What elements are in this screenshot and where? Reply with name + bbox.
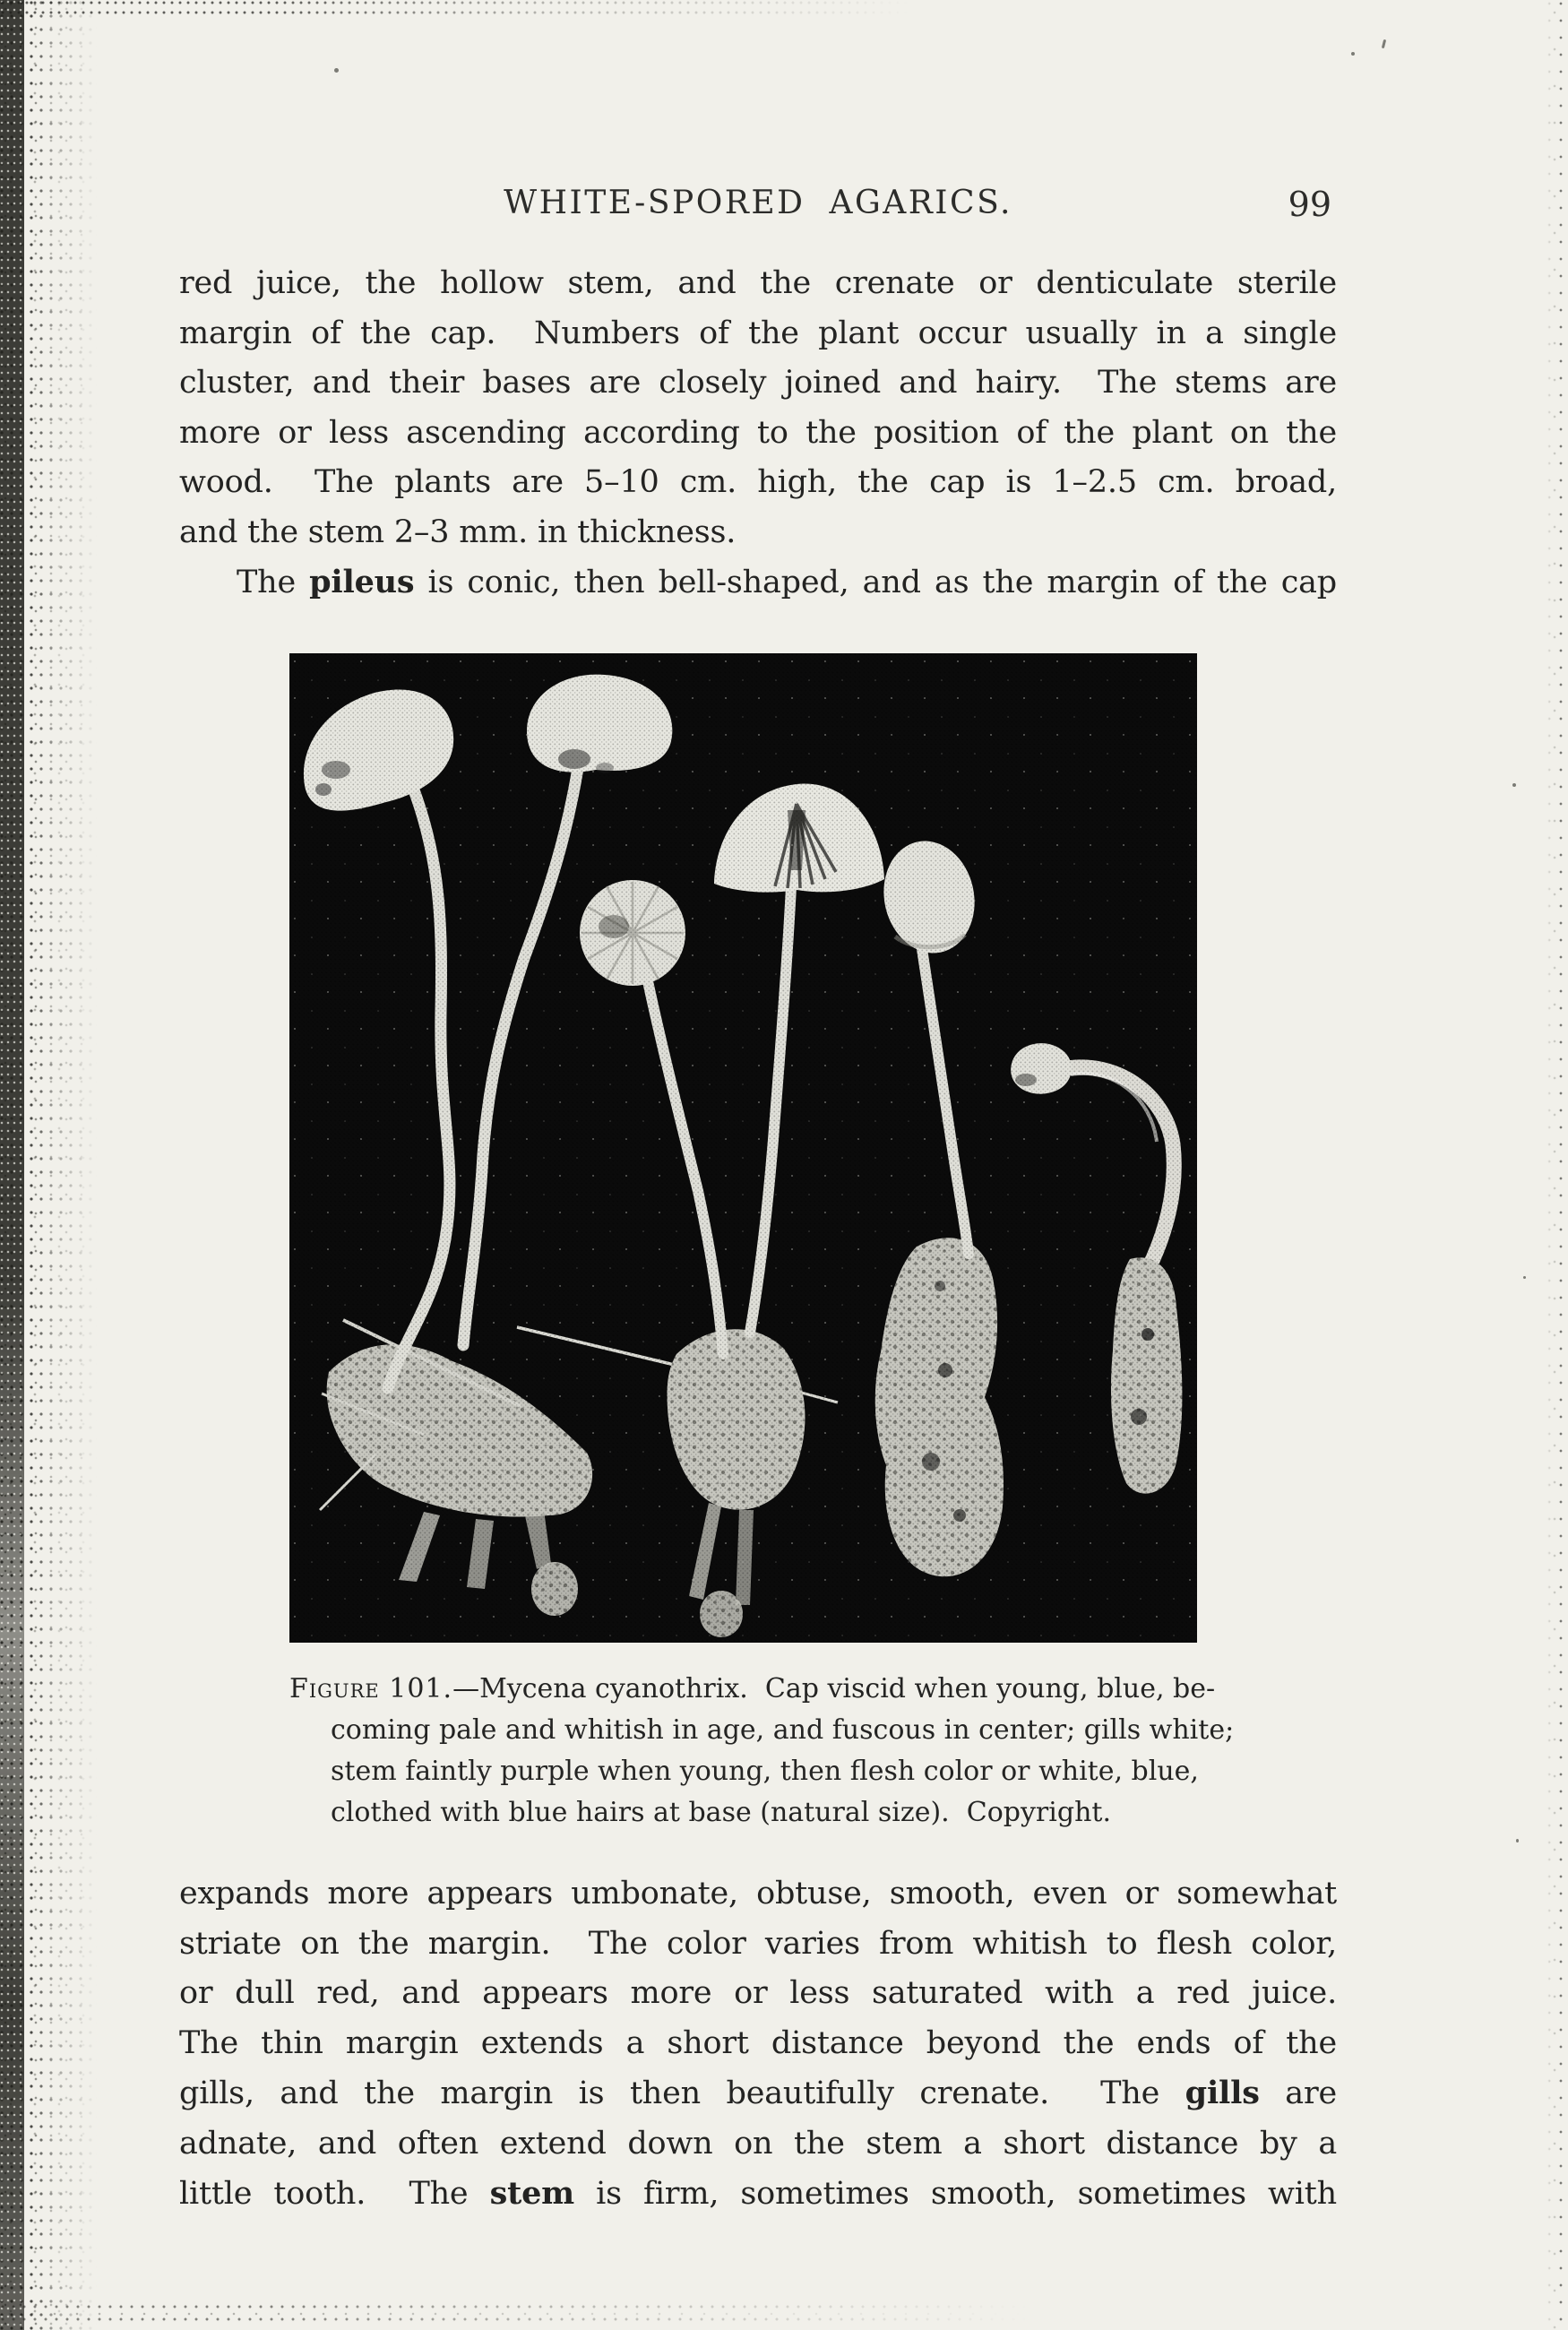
text-line xyxy=(289,1792,1284,1834)
text-line xyxy=(179,1920,1337,1970)
mushroom-cluster-illustration xyxy=(289,653,1197,1643)
scan-noise-right xyxy=(1546,0,1568,2330)
text-segment: The xyxy=(237,565,310,600)
text-segment: is conic, then bell-shaped, and as the margin of the cap xyxy=(414,565,1337,600)
text-segment: margin of the cap. Numbers of the plant occur usually in a single xyxy=(179,315,1337,351)
text-segment: coming pale and whitish in age, and fuscous in center; gills white; xyxy=(331,1714,1235,1746)
text-segment: wood. The plants are 5–10 cm. high, the cap is 1–2.5 cm. broad, xyxy=(179,464,1337,500)
text-line xyxy=(289,1669,1284,1710)
text-segment: The thin margin extends a short distance beyond the ends of the xyxy=(179,2024,1337,2061)
text-line xyxy=(179,259,1337,309)
scan-speck xyxy=(1523,1276,1526,1279)
text-line xyxy=(179,2019,1337,2069)
text-segment: cluster, and their bases are closely joined and hairy. The stems are xyxy=(179,365,1337,401)
scan-speck xyxy=(1382,39,1386,48)
scan-noise-left-core xyxy=(0,0,24,2330)
text-line xyxy=(179,1969,1337,2019)
page-number: 99 xyxy=(1288,185,1331,224)
page-title: WHITE-SPORED AGARICS. xyxy=(504,185,1012,221)
paragraph-2 xyxy=(179,1869,1337,2220)
text-segment: more or less ascending according to the position of the plant on the xyxy=(179,414,1337,451)
text-line xyxy=(179,458,1337,508)
text-segment: gills, and the margin is then beautifully crenate. The xyxy=(179,2075,1185,2111)
text-line xyxy=(179,358,1337,409)
text-line xyxy=(289,1751,1284,1792)
text-segment: and the stem 2–3 mm. in thickness. xyxy=(179,513,737,550)
text-segment: are xyxy=(1259,2075,1337,2111)
scan-noise-bottom xyxy=(0,2303,1030,2330)
text-segment: red juice, the hollow stem, and the crenate or denticulate sterile xyxy=(179,265,1337,301)
text-line xyxy=(179,2119,1337,2170)
bold-term: gills xyxy=(1185,2075,1260,2111)
text-segment: adnate, and often extend down on the stem a short distance by a xyxy=(179,2125,1337,2162)
scan-speck xyxy=(1351,52,1355,56)
text-line xyxy=(179,557,1337,608)
text-line xyxy=(289,1710,1284,1751)
bold-term: pileus xyxy=(309,564,415,600)
text-segment: or dull red, and appears more or less saturated with a red juice. xyxy=(179,1975,1337,2011)
text-segment: striate on the margin. The color varies from whitish to flesh color, xyxy=(179,1925,1337,1962)
running-head xyxy=(179,185,1337,229)
scan-noise-top xyxy=(0,0,914,14)
text-line xyxy=(179,2169,1337,2220)
text-line xyxy=(179,2068,1337,2119)
scan-speck xyxy=(334,68,339,73)
text-line xyxy=(179,508,1337,558)
text-line xyxy=(179,1869,1337,1920)
text-segment: clothed with blue hairs at base (natural size). Copyright. xyxy=(331,1797,1111,1828)
text-segment: Figure 101. xyxy=(289,1673,453,1704)
scan-noise-left xyxy=(0,0,97,2330)
photo-grain-halftone xyxy=(289,653,1197,1643)
bold-term: stem xyxy=(489,2175,574,2212)
scan-speck xyxy=(1516,1839,1519,1842)
text-segment: stem faintly purple when young, then flesh color or white, blue, xyxy=(331,1756,1199,1787)
text-segment: —Mycena cyanothrix. Cap viscid when young, blue, be- xyxy=(452,1673,1216,1704)
text-segment: is firm, sometimes smooth, sometimes with xyxy=(573,2176,1337,2212)
text-line xyxy=(179,309,1337,359)
text-segment: expands more appears umbonate, obtuse, smooth, even or somewhat xyxy=(179,1876,1337,1911)
scan-speck xyxy=(1512,783,1516,787)
text-segment: little tooth. The xyxy=(179,2176,490,2212)
figure-photo xyxy=(289,653,1197,1643)
figure-caption xyxy=(289,1669,1284,1834)
text-line xyxy=(179,409,1337,459)
paragraph-1 xyxy=(179,259,1337,608)
